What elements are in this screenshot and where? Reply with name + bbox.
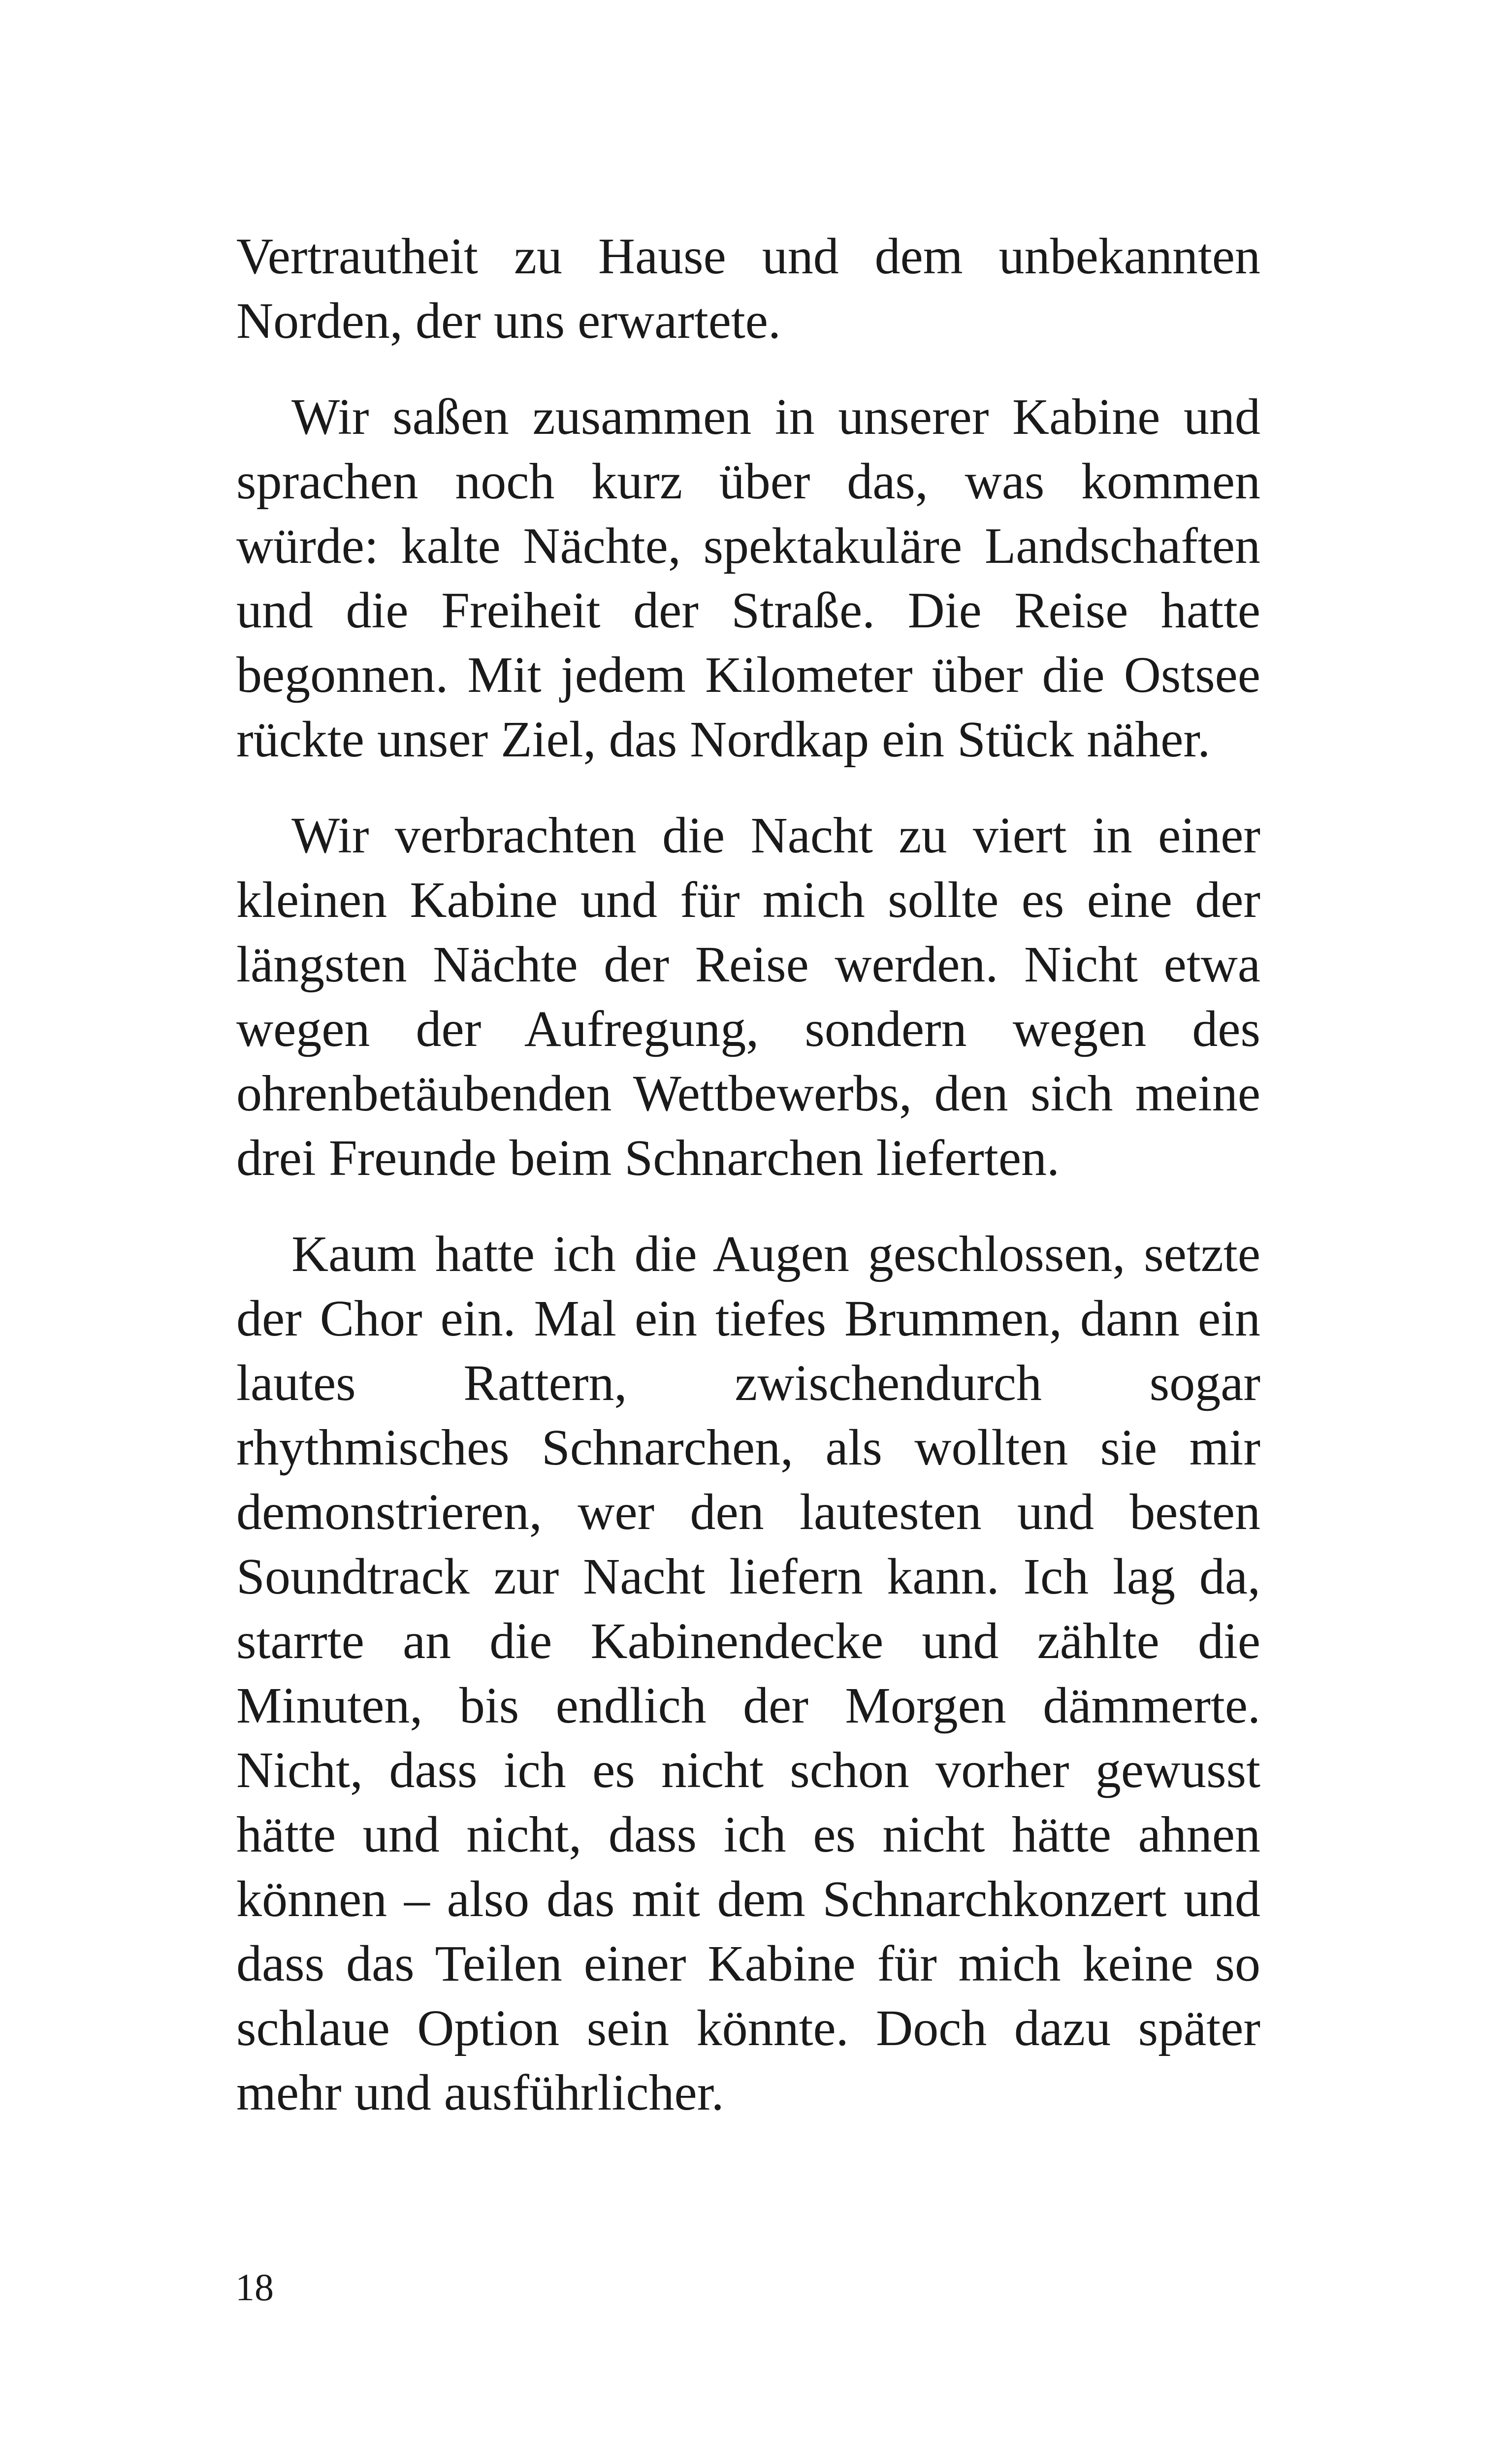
- paragraph-cabin: Wir saßen zusammen in unserer Kabine und sprachen noch kurz über das, was kommen würde: kalte Nächte, spektakuläre Landschaften und die Freiheit der Straße. Die Reise hatte begonnen. Mit jedem Kilometer über die Ostsee rückte unser Ziel, das Nordkap ein Stück näher.: [236, 389, 1260, 768]
- page-number: 18: [235, 2266, 274, 2309]
- body-text: [236, 224, 1260, 2125]
- paragraph-night: Wir verbrachten die Nacht zu viert in einer kleinen Kabine und für mich sollte es eine der längsten Nächte der Reise werden. Nicht etwa wegen der Aufregung, sondern wegen des ohrenbetäubenden Wettbewerbs, den sich meine drei Freunde beim Schnarchen lieferten.: [236, 807, 1260, 1186]
- paragraph-continuation: Vertrautheit zu Hause und dem unbekannten Norden, der uns erwartete.: [236, 228, 1260, 349]
- paragraph-snoring: Kaum hatte ich die Augen geschlossen, setzte der Chor ein. Mal ein tiefes Brummen, dann ein lautes Rattern, zwischendurch sogar rhythmisches Schnarchen, als wollten sie mir demonstrieren, wer den lautesten und besten Soundtrack zur Nacht liefern kann. Ich lag da, starrte an die Kabinendecke und zählte die Minuten, bis endlich der Morgen dämmerte. Nicht, dass ich es nicht schon vorher gewusst hätte und nicht, dass ich es nicht hätte ahnen können – also das mit dem Schnarchkonzert und dass das Teilen einer Kabine für mich keine so schlaue Option sein könnte. Doch dazu später mehr und ausführlicher.: [236, 1226, 1260, 2121]
